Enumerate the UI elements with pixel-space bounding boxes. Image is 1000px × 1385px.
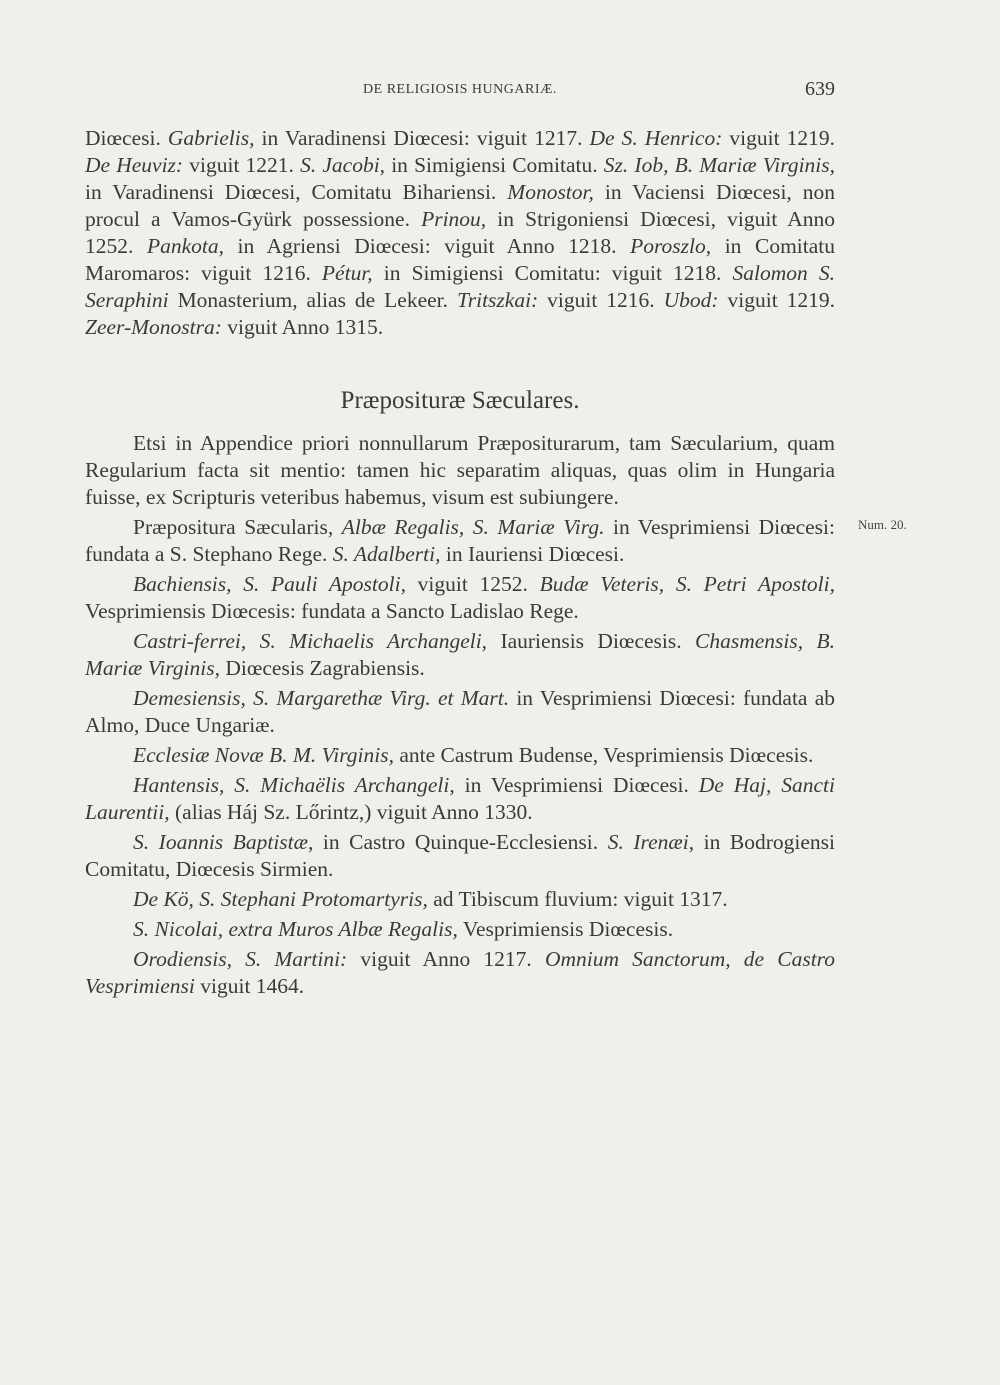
italic-run: Demesiensis, S. Margarethæ Virg. et Mart. — [133, 686, 510, 710]
paragraph — [85, 628, 835, 682]
paragraph — [85, 514, 835, 568]
italic-run: Bachiensis, S. Pauli Apostoli, — [133, 572, 406, 596]
paragraph-list — [85, 430, 835, 1000]
text-run: in Agriensi Diœcesi: viguit Anno 1218. — [223, 234, 631, 258]
text-run: in Castro Quinque-Ecclesiensi. — [313, 830, 608, 854]
paragraph-continuation — [85, 125, 835, 341]
text-run: in Varadinensi Diœcesi, Comitatu Bihariensi. — [85, 180, 508, 204]
text-run: viguit 1219. — [722, 126, 836, 150]
italic-run: De Kö, S. Stephani Protomartyris, — [133, 887, 428, 911]
italic-run: S. Irenæi, — [607, 830, 695, 854]
italic-run: Omnium Sanctorum, de Castro Vesprimiensi — [85, 947, 835, 998]
italic-run: Gabrielis, — [167, 126, 255, 150]
text-run: in Vesprimiensi Diœcesi. — [454, 773, 699, 797]
text-run: Diœcesi. — [85, 126, 168, 150]
italic-run: Ecclesiæ Novæ B. M. Virginis, — [133, 743, 394, 767]
text-run: viguit 1219. — [718, 288, 835, 312]
text-run: in Strigoniensi Diœcesi, viguit Anno 1252. — [85, 207, 836, 258]
italic-run: Pankota, — [146, 234, 224, 258]
italic-run: Salomon S. Seraphini — [85, 261, 835, 312]
text-run: ante Castrum Budense, Vesprimiensis Diœcesis. — [393, 743, 814, 767]
paragraph — [85, 742, 835, 769]
italic-run: De Haj, Sancti Laurentii, — [85, 773, 836, 824]
page-number: 639 — [805, 78, 835, 100]
paragraph — [85, 430, 835, 511]
italic-run: Pétur, — [321, 261, 373, 285]
text-run: in Vaciensi Diœcesi, non procul a Vamos-Gyürk possessione. — [85, 180, 836, 231]
page-header — [85, 78, 835, 108]
italic-run: De S. Henrico: — [589, 126, 723, 150]
text-run: in Simigiensi Comitatu: viguit 1218. — [372, 261, 733, 285]
italic-run: S. Jacobi, — [300, 153, 386, 177]
text-run: in Simigiensi Comitatu. — [385, 153, 604, 177]
italic-run: Zeer-Monostra: — [85, 315, 222, 339]
italic-run: S. Ioannis Baptistæ, — [133, 830, 314, 854]
text-run: Etsi in Appendice priori nonnullarum Præpositurarum, tam Sæcularium, quam Regularium facta sit mentio: tamen hic separatim aliquas, quas olim in Hungaria fuisse, ex Scripturis veteribus habemus, visum est subiungere. — [85, 431, 835, 509]
margin-note: Num. 20. — [858, 517, 907, 532]
italic-run: Orodiensis, S. Martini: — [133, 947, 348, 971]
text-run: viguit 1216. — [538, 288, 664, 312]
text-run: viguit 1252. — [405, 572, 540, 596]
italic-run: Ubod: — [663, 288, 719, 312]
italic-run: Hantensis, S. Michaëlis Archangeli, — [133, 773, 455, 797]
italic-run: Sz. Iob, B. Mariæ Virginis, — [603, 153, 836, 177]
paragraph — [85, 772, 835, 826]
text-run: viguit 1221. — [183, 153, 301, 177]
text-run: in Bodrogiensi Comitatu, Diœcesis Sirmien. — [85, 830, 835, 881]
text-run: viguit Anno 1315. — [221, 315, 384, 339]
running-title: DE RELIGIOSIS HUNGARIÆ. — [363, 82, 557, 97]
paragraph — [85, 886, 835, 913]
section-heading: Præposituræ Sæculares. — [340, 387, 580, 414]
italic-run: Albæ Regalis, S. Mariæ Virg. — [341, 515, 605, 539]
italic-run: Tritszkai: — [456, 288, 539, 312]
paragraph — [85, 946, 835, 1000]
italic-run: Chasmensis, B. Mariæ Virginis, — [85, 629, 836, 680]
text-run: Diœcesis Zagrabiensis. — [219, 656, 425, 680]
text-run: in Vesprimiensi Diœcesi: fundata ab Almo, Duce Ungariæ. — [85, 686, 835, 737]
text-run: Præpositura Sæcularis, — [133, 515, 342, 539]
italic-run: De Heuviz: — [85, 153, 184, 177]
text-run: Vesprimiensis Diœcesis. — [457, 917, 674, 941]
italic-run: Budæ Veteris, S. Petri Apostoli, — [539, 572, 835, 596]
body-text — [85, 125, 835, 1000]
text-run: Monasterium, alias de Lekeer. — [168, 288, 457, 312]
paragraph — [85, 685, 835, 739]
text-run: in Comitatu Maromaros: viguit 1216. — [85, 234, 836, 285]
italic-run: Castri-ferrei, S. Michaelis Archangeli, — [133, 629, 488, 653]
text-run: (alias Háj Sz. Lőrintz,) viguit Anno 1330. — [169, 800, 533, 824]
paragraph — [85, 829, 835, 883]
text-run: in Vesprimiensi Diœcesi: fundata a S. Stephano Rege. — [85, 515, 836, 566]
italic-run: Monostor, — [507, 180, 594, 204]
italic-run: S. Adalberti, — [332, 542, 441, 566]
text-run: in Iauriensi Diœcesi. — [440, 542, 625, 566]
text-run: ad Tibiscum fluvium: viguit 1317. — [427, 887, 728, 911]
text-run: Vesprimiensis Diœcesis: fundata a Sancto Ladislao Rege. — [85, 599, 579, 623]
paragraph — [85, 571, 835, 625]
text-run: viguit Anno 1217. — [347, 947, 545, 971]
italic-run: Poroszlo, — [630, 234, 712, 258]
text-run: Iauriensis Diœcesis. — [487, 629, 695, 653]
text-run: viguit 1464. — [194, 974, 305, 998]
italic-run: S. Nicolai, extra Muros Albæ Regalis, — [133, 917, 458, 941]
text-run: in Varadinensi Diœcesi: viguit 1217. — [254, 126, 590, 150]
paragraph — [85, 916, 835, 943]
italic-run: Prinou, — [421, 207, 487, 231]
